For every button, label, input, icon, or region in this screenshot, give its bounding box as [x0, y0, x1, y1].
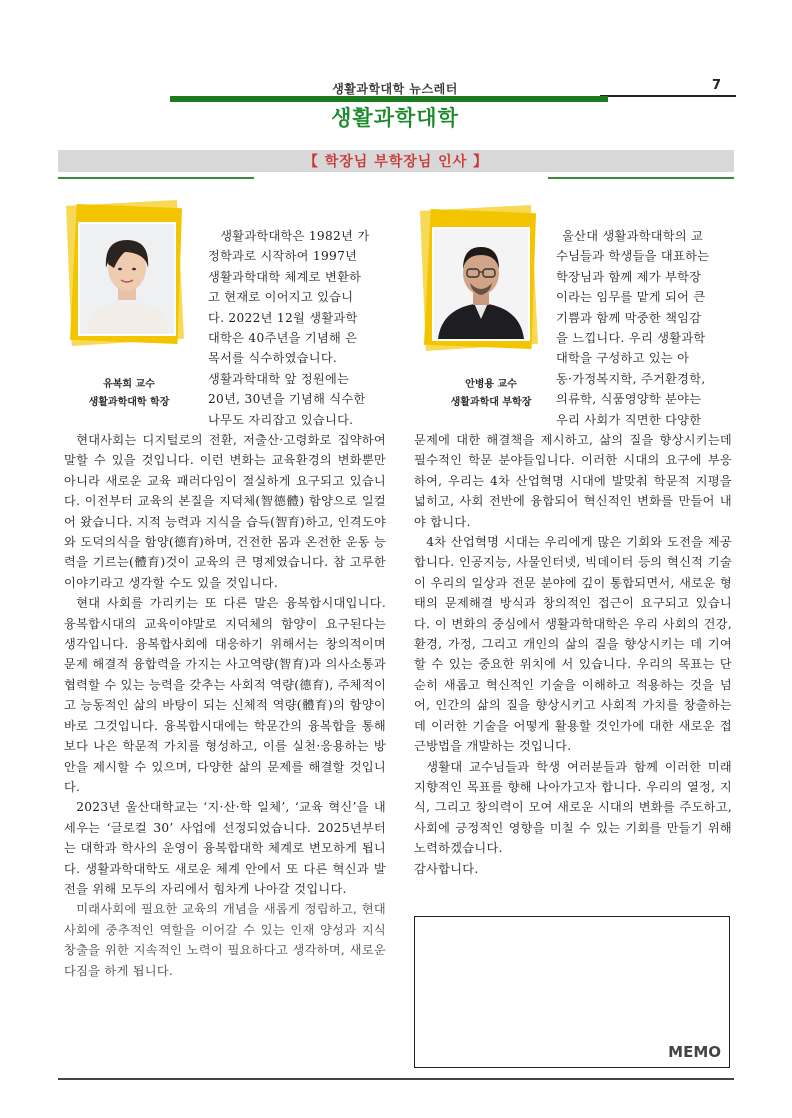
dean-role: 생활과학대학 학장: [88, 397, 170, 408]
text-line: 학장님과 함께 제가 부학장: [556, 269, 702, 284]
section-divider-left: [58, 177, 254, 179]
right-body: [414, 430, 732, 879]
vice-dean-name: 안병용 교수: [465, 379, 517, 390]
text-line: 정학과로 시작하여 1997년: [208, 249, 358, 264]
dean-caption: [62, 376, 196, 412]
portrait-woman-icon: [78, 222, 176, 336]
text-line: 생활과학대학은 1982년 가: [220, 229, 370, 243]
left-paragraph-2: 현대 사회를 가리키는 또 다른 말은 융복합시대입니다. 융복합시대의 교육이야말로 지덕체의 함양이 요구된다는 생각입니다. 융복합사회에 대응하기 위해서는 창의적이며 문제 해결적 융합력을 가지는 사고역량(智育)과 의사소통과 협력할 수 있는 능력을 갖추는 사회적 역량(德育), 주체적이고 능동적인 삶의 바탕이 되는 신체적 역량(體育)의 함양이 바로 그것입니다. 융복합시대에는 학문간의 융복합을 통해 보다 나은 학문적 가치를 형성하고, 이를 실천·응용하는 방안을 제시할 수 있으며, 다양한 삶의 문제를 해결할 것입니다.: [64, 596, 387, 794]
left-paragraph-1: 현대사회는 디지털로의 전환, 저출산·고령화로 집약하여 말할 수 있을 것입니다. 이런 변화는 교육환경의 변화뿐만 아니라 새로운 교육 패러다임이 절실하게 요구되고 있습니다. 이전부터 교육의 본질을 지덕체(智德體) 함양으로 일컬어 왔습니다. 지적 능력과 지식을 습득(智育)하고, 인격도야와 도덕의식을 함양(德育)하며, 건전한 몸과 온전한 운동 능력을 기르는(體育)것이 교육의 큰 명제였습니다. 참 고루한 이야기라고 생각할 수도 있을 것입니다.: [64, 433, 387, 590]
section-divider-right: [548, 177, 734, 179]
text-line: 의류학, 식품영양학 분야는: [556, 392, 702, 407]
right-paragraph-3: 생활대 교수님들과 학생 여러분들과 함께 이러한 미래 지향적인 목표를 향해 나아가고자 합니다. 우리의 열정, 지식, 그리고 창의력이 모여 새로운 시대의 변화를 주도하고, 사회에 긍정적인 영향을 미칠 수 있는 기회를 만들기 위해 노력하겠습니다.: [414, 759, 732, 856]
dean-photo: [62, 200, 192, 365]
right-paragraph-2: 4차 산업혁명 시대는 우리에게 많은 기회와 도전을 제공합니다. 인공지능, 사물인터넷, 빅데이터 등의 혁신적 기술이 우리의 일상과 전문 분야에 깊이 통합되면서, 새로운 형태의 문제해결 방식과 창의적인 접근이 요구되고 있습니다. 이 변화의 중심에서 생활과학대학은 우리 사회의 건강, 환경, 가정, 그리고 개인의 삶의 질을 향상시키는 데 기여할 수 있는 중요한 위치에 서 있습니다. 우리의 목표는 단순히 새롭고 혁신적인 기술을 이해하고 적용하는 것을 넘어, 인간의 삶의 질을 향상시키고 사회적 가치를 창출하는 데 이러한 기술을 어떻게 활용할 것인가에 대한 새로운 접근방법을 개발하는 것입니다.: [414, 535, 732, 754]
vice-dean-role: 생활과학대 부학장: [450, 397, 532, 408]
text-line: 동·가정복지학, 주거환경학,: [556, 371, 706, 386]
text-line: 고 현재로 이어지고 있습니: [208, 290, 354, 305]
text-line: 기쁨과 함께 막중한 책임감: [556, 310, 702, 325]
college-title: 생활과학대학: [331, 106, 459, 130]
text-line: 목서를 식수하였습니다.: [208, 351, 338, 366]
text-line: 이라는 임무를 맡게 되어 큰: [556, 290, 706, 305]
text-line: 수님들과 학생들을 대표하는: [556, 249, 710, 264]
newsletter-title: 생활과학대학 뉴스레터: [332, 82, 458, 96]
left-intro-text: [208, 226, 386, 430]
vice-dean-photo: [416, 205, 546, 370]
left-paragraph-3: 2023년 울산대학교는 ‘지·산·학 일체’, ‘교육 혁신’을 내세우는 ‘글로컬 30’ 사업에 선정되었습니다. 2025년부터는 대학과 학사의 운영이 융복합대학 체계로 변모하게 됩니다. 생활과학대학도 새로운 체계 안에서 또 다른 혁신과 발전을 위해 모두의 자리에서 힘차게 나아갈 것입니다.: [64, 800, 386, 896]
right-intro-text: [556, 226, 732, 430]
right-paragraph-1: 문제에 대한 해결책을 제시하고, 삶의 질을 향상시키는데 필수적인 학문 분야들입니다. 이러한 시대의 요구에 부응하여, 우리는 4차 산업혁명 시대에 발맞춰 학문적 지평을 넓히고, 사회 전반에 융합되어 혁신적인 변화를 만들어 내야 합니다.: [414, 433, 732, 529]
text-line: 다. 2022년 12월 생활과학: [208, 310, 358, 325]
text-line: 20년, 30년을 기념해 식수한: [208, 392, 366, 407]
left-body: [64, 430, 386, 981]
text-line: 대학은 40주년을 기념해 은: [208, 331, 358, 346]
text-line: 울산대 생활과학대학의 교: [562, 229, 704, 243]
memo-label: MEMO: [668, 1043, 721, 1061]
header-rule: [600, 95, 736, 97]
text-line: 생활과학대학 체계로 변환하: [208, 269, 362, 284]
text-line: 생활과학대학 앞 정원에는: [208, 371, 350, 386]
text-line: 대학을 구성하고 있는 아: [556, 351, 690, 366]
footer-rule: [58, 1078, 734, 1080]
left-paragraph-4: 미래사회에 필요한 교육의 개념을 새롭게 정립하고, 현대 사회에 중추적인 역할을 이어갈 수 있는 인재 양성과 지식 창출을 위한 지속적인 노력이 필요하다고 생각하며, 새로운 다짐을 하게 됩니다.: [64, 902, 386, 978]
vice-dean-caption: [416, 376, 566, 412]
closing-text: 감사합니다.: [414, 861, 479, 876]
section-title: 【 학장님 부학장님 인사 】: [303, 154, 489, 170]
memo-box[interactable]: [414, 916, 730, 1068]
text-line: 나무도 자리잡고 있습니다.: [208, 412, 354, 427]
dean-name: 유복희 교수: [103, 379, 155, 390]
text-line: 우리 사회가 직면한 다양한: [556, 412, 702, 427]
page-number: 7: [712, 78, 722, 93]
portrait-man-icon: [432, 227, 530, 341]
text-line: 을 느낍니다. 우리 생활과학: [556, 331, 706, 346]
